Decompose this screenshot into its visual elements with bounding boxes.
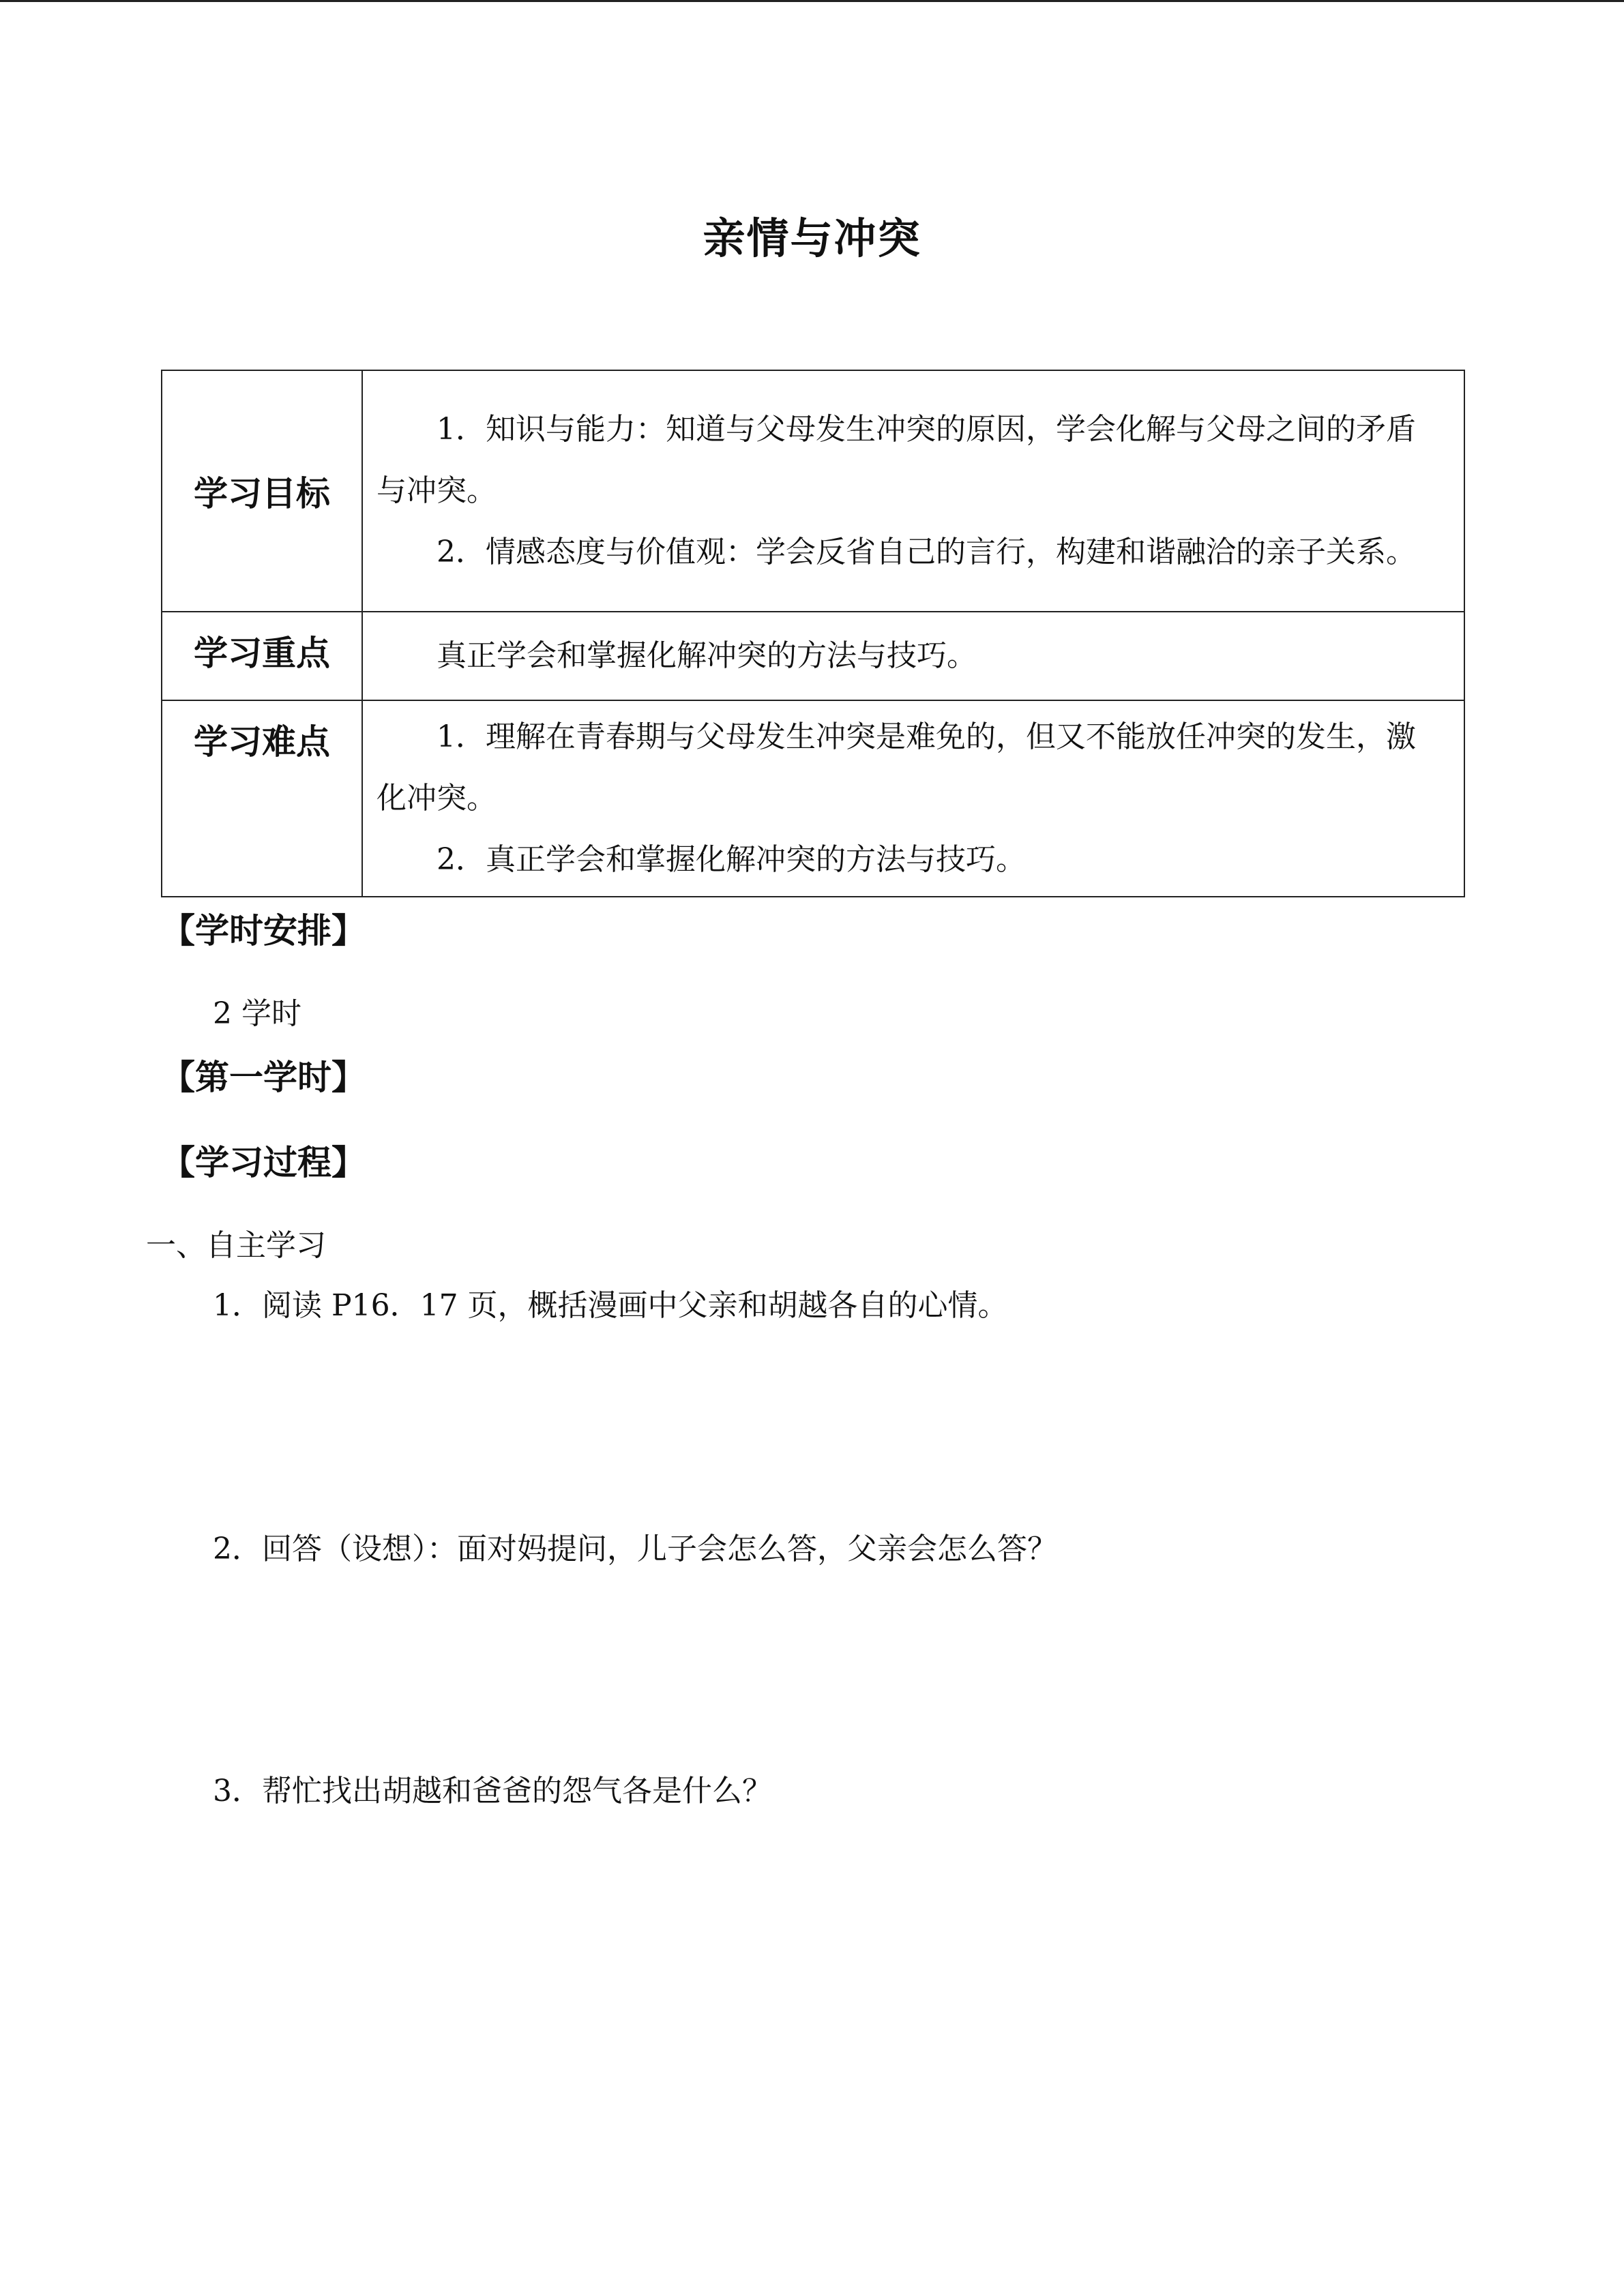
question-item: 2．回答（设想）：面对妈提问，儿子会怎么答，父亲会怎么答？ [213,1532,1057,1566]
schedule-heading: 【学时安排】 [161,911,366,951]
page-top-rule [0,0,1624,2]
schedule-text: 2 学时 [213,996,301,1031]
question-item: 1．阅读 P16．17 页，概括漫画中父亲和胡越各自的心情。 [213,1288,1008,1323]
difficulty-content [362,700,1464,897]
table-row-goals [162,370,1464,612]
goals-content [362,370,1464,612]
question-item: 3．帮忙找出胡越和爸爸的怨气各是什么？ [213,1774,772,1808]
goals-label: 学习目标 [162,370,362,612]
table-row-difficulty [162,700,1464,897]
page-title: 亲情与冲突 [703,213,921,263]
key-point-item-1: 真正学会和掌握化解冲突的方法与技巧。 [437,638,977,673]
self-study-section-title: 一、自主学习 [146,1228,326,1263]
first-period-heading: 【第一学时】 [161,1058,366,1097]
key-point-label: 学习重点 [162,612,362,700]
goals-item-2: 2．情感态度与价值观：学会反省自己的言行，构建和谐融洽的亲子关系。 [437,535,1416,569]
goals-item-1: 1．知识与能力：知道与父母发生冲突的原因，学会化解与父母之间的矛盾与冲突。 [377,412,1416,508]
study-plan-table [161,370,1465,897]
key-point-content [362,612,1464,700]
difficulty-label: 学习难点 [162,700,362,897]
table-row-key-point [162,612,1464,700]
difficulty-item-2: 2．真正学会和掌握化解冲突的方法与技巧。 [437,842,1026,877]
difficulty-item-1: 1．理解在青春期与父母发生冲突是难免的，但又不能放任冲突的发生，激化冲突。 [377,719,1416,816]
process-heading: 【学习过程】 [161,1143,366,1182]
